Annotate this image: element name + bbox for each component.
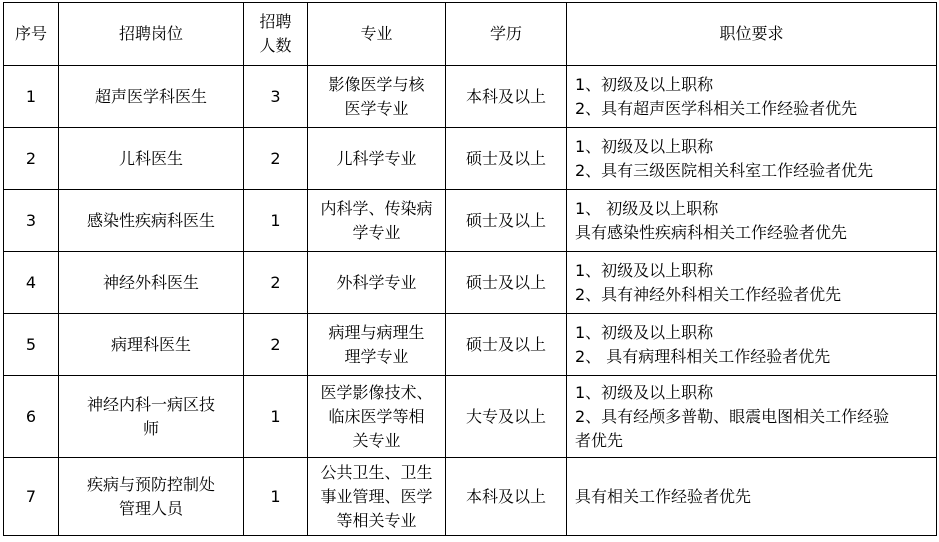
table-row	[4, 376, 937, 458]
requirements-cell	[567, 128, 937, 190]
table-row	[4, 252, 937, 314]
header-major: 专业	[308, 3, 446, 66]
row-no: 2	[4, 128, 59, 190]
header-count	[244, 3, 308, 66]
count-cell: 1	[244, 190, 308, 252]
requirement-line: 1、初级及以上职称	[575, 260, 714, 280]
requirement-line: 1、初级及以上职称	[575, 74, 714, 94]
education-cell: 硕士及以上	[446, 252, 567, 314]
header-position: 招聘岗位	[59, 3, 244, 66]
requirement-line: 1、初级及以上职称	[575, 136, 714, 156]
header-requirements: 职位要求	[567, 3, 937, 66]
requirement-line: 具有感染性疾病科相关工作经验者优先	[575, 222, 848, 242]
row-no: 5	[4, 314, 59, 376]
position-line: 感染性疾病科医生	[86, 210, 215, 230]
education-cell: 本科及以上	[446, 66, 567, 128]
row-no: 1	[4, 66, 59, 128]
requirements-cell	[567, 376, 937, 458]
count-cell: 2	[244, 128, 308, 190]
position-line: 儿科医生	[118, 148, 183, 168]
major-line: 等相关专业	[336, 510, 417, 530]
position-line: 师	[142, 418, 159, 438]
major-line: 临床医学等相	[328, 406, 425, 426]
requirement-line: 1、 初级及以上职称	[575, 198, 719, 218]
major-line: 外科学专业	[336, 272, 417, 292]
major-cell	[308, 376, 446, 458]
table-row	[4, 190, 937, 252]
requirements-cell	[567, 66, 937, 128]
education-cell: 硕士及以上	[446, 190, 567, 252]
table-row	[4, 314, 937, 376]
requirement-line: 2、具有超声医学科相关工作经验者优先	[575, 98, 858, 118]
requirement-line: 2、具有经颅多普勒、眼震电图相关工作经验	[575, 406, 890, 426]
major-line: 公共卫生、卫生	[320, 462, 433, 482]
major-line: 影像医学与核	[328, 74, 425, 94]
education-cell: 本科及以上	[446, 458, 567, 536]
major-cell	[308, 190, 446, 252]
major-line: 事业管理、医学	[320, 486, 433, 506]
position-line: 病理科医生	[110, 334, 191, 354]
major-cell	[308, 458, 446, 536]
major-line: 病理与病理生	[328, 322, 425, 342]
position-cell	[59, 458, 244, 536]
count-cell: 1	[244, 458, 308, 536]
header-row	[4, 3, 937, 66]
requirements-cell	[567, 314, 937, 376]
position-line: 神经内科一病区技	[86, 394, 215, 414]
major-cell	[308, 66, 446, 128]
header-no: 序号	[4, 3, 59, 66]
requirement-line: 2、具有神经外科相关工作经验者优先	[575, 284, 842, 304]
requirements-cell	[567, 458, 937, 536]
requirement-line: 者优先	[575, 430, 624, 450]
requirement-line: 2、具有三级医院相关科室工作经验者优先	[575, 160, 874, 180]
position-line: 疾病与预防控制处	[86, 474, 215, 494]
position-line: 神经外科医生	[102, 272, 199, 292]
education-cell: 大专及以上	[446, 376, 567, 458]
position-line: 管理人员	[118, 498, 183, 518]
major-line: 理学专业	[344, 346, 409, 366]
count-cell: 3	[244, 66, 308, 128]
row-no: 3	[4, 190, 59, 252]
row-no: 7	[4, 458, 59, 536]
major-line: 医学影像技术、	[320, 382, 433, 402]
major-line: 关专业	[352, 430, 401, 450]
major-line: 儿科学专业	[336, 148, 417, 168]
major-cell	[308, 314, 446, 376]
position-cell	[59, 376, 244, 458]
row-no: 4	[4, 252, 59, 314]
table-row	[4, 458, 937, 536]
requirements-cell	[567, 252, 937, 314]
table-row	[4, 128, 937, 190]
count-cell: 1	[244, 376, 308, 458]
count-cell: 2	[244, 314, 308, 376]
position-cell	[59, 314, 244, 376]
count-cell: 2	[244, 252, 308, 314]
recruitment-table	[3, 2, 937, 536]
table-row	[4, 66, 937, 128]
major-line: 内科学、传染病	[320, 198, 433, 218]
education-cell: 硕士及以上	[446, 128, 567, 190]
major-line: 学专业	[352, 222, 401, 242]
header-count-line: 招聘	[259, 12, 292, 31]
header-education: 学历	[446, 3, 567, 66]
major-cell	[308, 128, 446, 190]
row-no: 6	[4, 376, 59, 458]
requirement-line: 1、初级及以上职称	[575, 322, 714, 342]
requirement-line: 1、初级及以上职称	[575, 382, 714, 402]
major-line: 医学专业	[344, 98, 409, 118]
position-cell	[59, 128, 244, 190]
header-count-line: 人数	[259, 36, 292, 55]
requirements-cell	[567, 190, 937, 252]
position-line: 超声医学科医生	[94, 86, 207, 106]
major-cell	[308, 252, 446, 314]
requirement-line: 2、 具有病理科相关工作经验者优先	[575, 346, 831, 366]
education-cell: 硕士及以上	[446, 314, 567, 376]
position-cell	[59, 252, 244, 314]
requirement-line: 具有相关工作经验者优先	[575, 486, 752, 506]
position-cell	[59, 190, 244, 252]
table-body	[4, 66, 937, 536]
position-cell	[59, 66, 244, 128]
